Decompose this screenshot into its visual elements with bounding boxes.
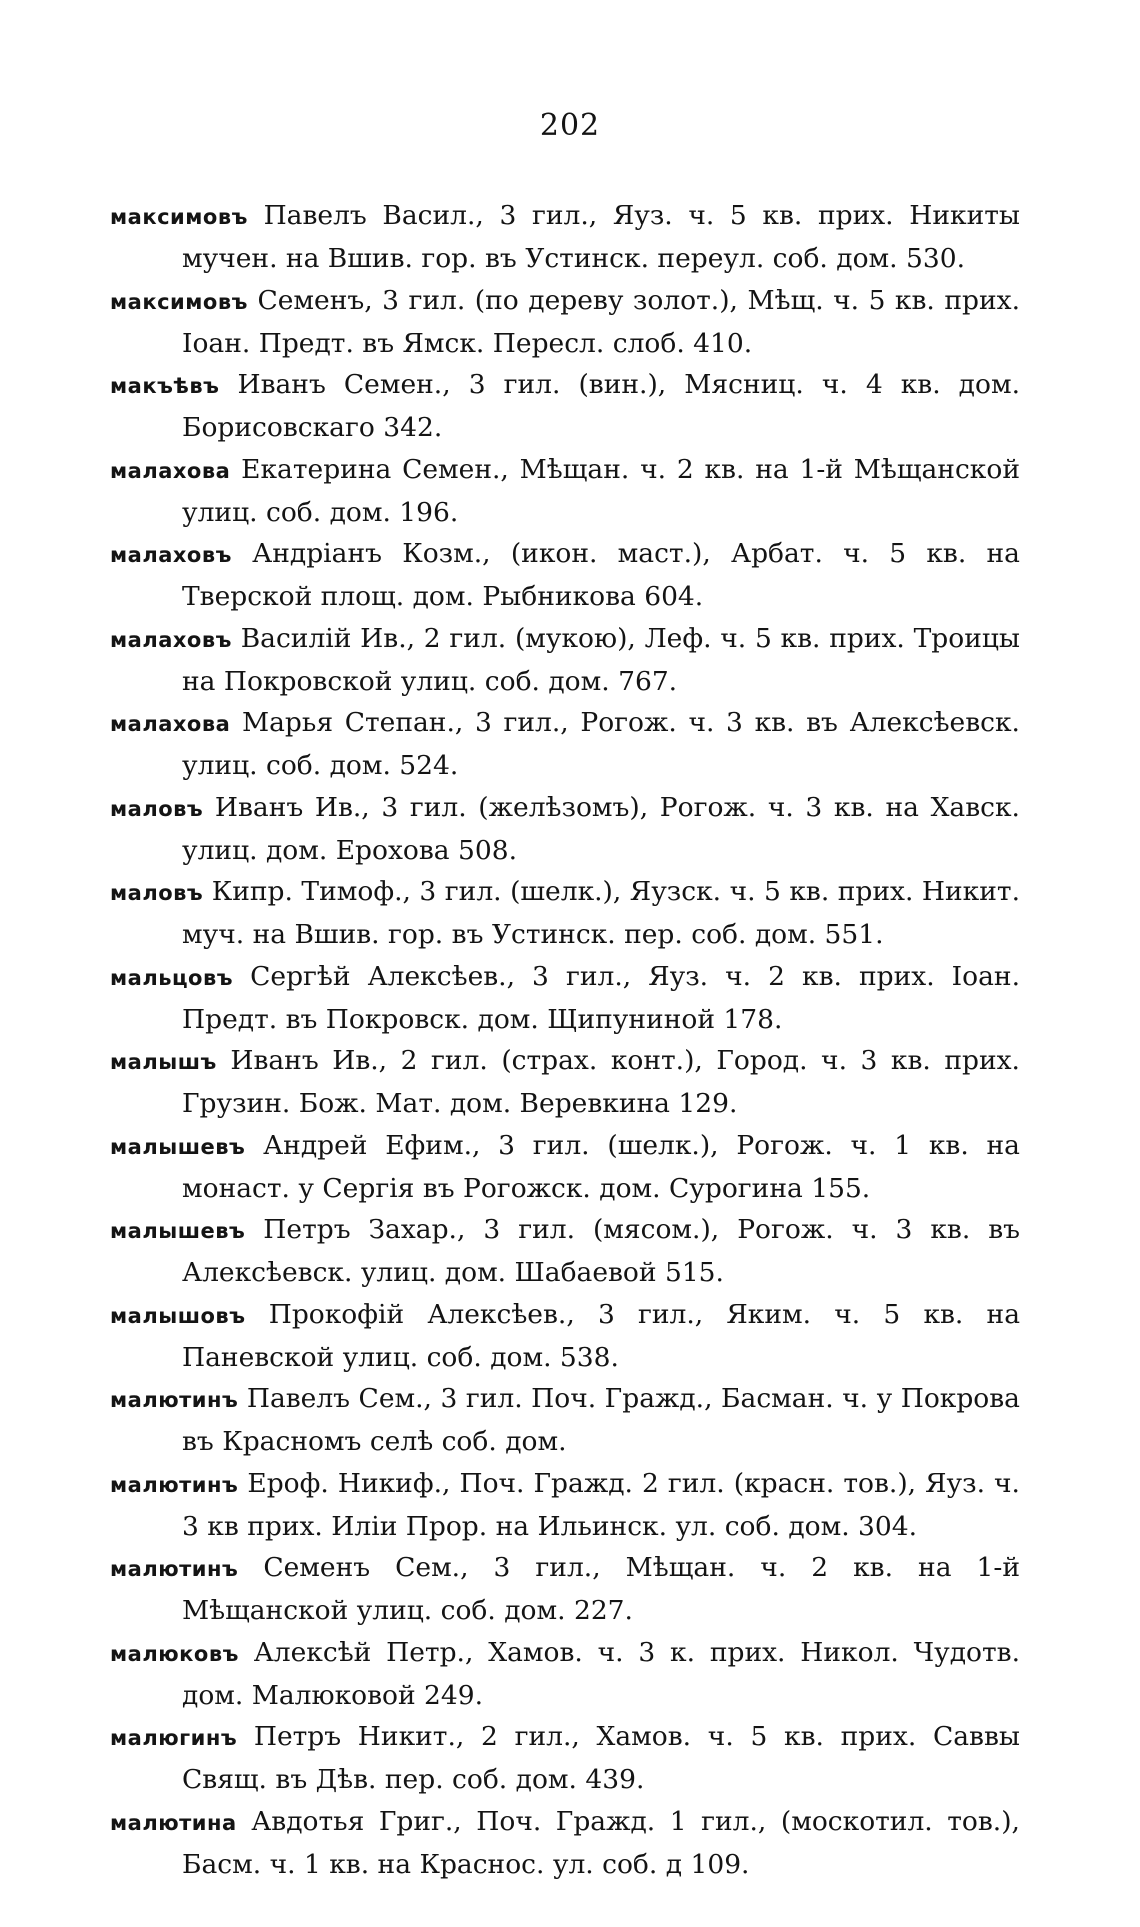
entry-surname: мальцовъ bbox=[110, 965, 234, 990]
directory-entry bbox=[110, 1294, 1020, 1378]
entry-surname: малышъ bbox=[110, 1050, 217, 1074]
entry-surname: малютинъ bbox=[110, 1557, 239, 1581]
directory-entry bbox=[110, 871, 1020, 955]
directory-entry bbox=[110, 364, 1020, 448]
entry-details: Ероф. Никиф., Поч. Гражд. 2 гил. (красн. тов.), Яуз. ч. 3 кв прих. Иліи Прор. на Ильинск. ул. соб. дом. 304. bbox=[182, 1467, 1020, 1542]
entry-details: Петръ Никит., 2 гил., Хамов. ч. 5 кв. прих. Саввы Свящ. въ Дѣв. пер. соб. дом. 439. bbox=[182, 1721, 1020, 1795]
directory-entry bbox=[110, 195, 1020, 279]
directory-entry bbox=[110, 1209, 1020, 1293]
directory-entry bbox=[110, 1125, 1020, 1209]
directory-entry bbox=[110, 533, 1020, 617]
entry-surname: малышевъ bbox=[110, 1219, 246, 1243]
directory-entries bbox=[110, 195, 1020, 1885]
directory-entry bbox=[110, 787, 1020, 871]
entry-surname: малаховъ bbox=[110, 627, 232, 652]
entry-details: Сергѣй Алексѣев., 3 гил., Яуз. ч. 2 кв. прих. Іоан. Предт. въ Покровск. дом. Щипуниной 178. bbox=[182, 960, 1020, 1035]
entry-surname: малютина bbox=[110, 1810, 237, 1835]
directory-entry bbox=[110, 618, 1020, 702]
entry-details: Василій Ив., 2 гил. (мукою), Леф. ч. 5 кв. прих. Троицы на Покровской улиц. соб. дом. 767. bbox=[182, 622, 1020, 697]
entry-surname: малюгинъ bbox=[110, 1726, 238, 1750]
page-number: 202 bbox=[539, 108, 601, 143]
entry-details: Авдотья Григ., Поч. Гражд. 1 гил., (москотил. тов.), Басм. ч. 1 кв. на Краснос. ул. соб. д 109. bbox=[182, 1805, 1020, 1880]
directory-entry bbox=[110, 1463, 1020, 1547]
directory-entry bbox=[110, 449, 1020, 533]
entry-surname: малаховъ bbox=[110, 543, 232, 567]
entry-details: Павелъ Сем., 3 гил. Поч. Гражд., Басман. ч. у Покрова въ Красномъ селѣ соб. дом. bbox=[182, 1383, 1020, 1457]
entry-surname: малютинъ bbox=[110, 1388, 239, 1412]
entry-details: Екатерина Семен., Мѣщан. ч. 2 кв. на 1-й Мѣщанской улиц. соб. дом. 196. bbox=[182, 453, 1020, 528]
entry-details: Иванъ Ив., 2 гил. (страх. конт.), Город. ч. 3 кв. прих. Грузин. Бож. Мат. дом. Веревкина 129. bbox=[182, 1045, 1020, 1119]
entry-surname: максимовъ bbox=[110, 205, 248, 229]
entry-details: Семенъ Сем., 3 гил., Мѣщан. ч. 2 кв. на 1-й Мѣщанской улиц. соб. дом. 227. bbox=[182, 1552, 1020, 1626]
entry-surname: малышовъ bbox=[110, 1303, 246, 1328]
entry-details: Семенъ, 3 гил. (по дереву золот.), Мѣщ. ч. 5 кв. прих. Іоан. Предт. въ Ямск. Пересл. слоб. 410. bbox=[182, 284, 1020, 359]
directory-entry bbox=[110, 1547, 1020, 1631]
directory-entry bbox=[110, 1632, 1020, 1716]
entry-surname: малышевъ bbox=[110, 1134, 246, 1159]
directory-entry bbox=[110, 1716, 1020, 1800]
entry-details: Прокофій Алексѣев., 3 гил., Яким. ч. 5 кв. на Паневской улиц. соб. дом. 538. bbox=[182, 1298, 1020, 1373]
entry-details: Алексѣй Петр., Хамов. ч. 3 к. прих. Никол. Чудотв. дом. Малюковой 249. bbox=[182, 1636, 1020, 1711]
entry-surname: макъѣвъ bbox=[110, 374, 220, 398]
entry-details: Кипр. Тимоф., 3 гил. (шелк.), Яузск. ч. 5 кв. прих. Никит. муч. на Вшив. гор. въ Устинск. пер. соб. дом. 551. bbox=[182, 876, 1020, 950]
entry-details: Марья Степан., 3 гил., Рогож. ч. 3 кв. въ Алексѣевск. улиц. соб. дом. 524. bbox=[182, 707, 1020, 781]
entry-surname: максимовъ bbox=[110, 289, 248, 314]
entry-details: Иванъ Ив., 3 гил. (желѣзомъ), Рогож. ч. 3 кв. на Хавск. улиц. дом. Ерохова 508. bbox=[182, 791, 1020, 866]
entry-surname: маловъ bbox=[110, 881, 204, 905]
directory-entry bbox=[110, 1378, 1020, 1462]
entry-surname: малюковъ bbox=[110, 1641, 239, 1666]
entry-details: Петръ Захар., 3 гил. (мясом.), Рогож. ч. 3 кв. въ Алексѣевск. улиц. дом. Шабаевой 515. bbox=[182, 1214, 1020, 1288]
entry-surname: малахова bbox=[110, 712, 231, 736]
entry-surname: малютинъ bbox=[110, 1472, 239, 1497]
directory-entry bbox=[110, 280, 1020, 364]
entry-surname: маловъ bbox=[110, 796, 204, 821]
entry-surname: малахова bbox=[110, 458, 231, 483]
directory-entry bbox=[110, 956, 1020, 1040]
entry-details: Андріанъ Козм., (икон. маст.), Арбат. ч. 5 кв. на Тверской площ. дом. Рыбникова 604. bbox=[182, 538, 1020, 612]
directory-entry bbox=[110, 702, 1020, 786]
entry-details: Андрей Ефим., 3 гил. (шелк.), Рогож. ч. 1 кв. на монаст. у Сергія въ Рогожск. дом. Сурогина 155. bbox=[182, 1129, 1020, 1204]
directory-entry bbox=[110, 1801, 1020, 1885]
entry-details: Иванъ Семен., 3 гил. (вин.), Мясниц. ч. 4 кв. дом. Борисовскаго 342. bbox=[182, 369, 1020, 443]
entry-details: Павелъ Васил., 3 гил., Яуз. ч. 5 кв. прих. Никиты мучен. на Вшив. гор. въ Устинск. переул. соб. дом. 530. bbox=[182, 200, 1020, 274]
directory-entry bbox=[110, 1040, 1020, 1124]
